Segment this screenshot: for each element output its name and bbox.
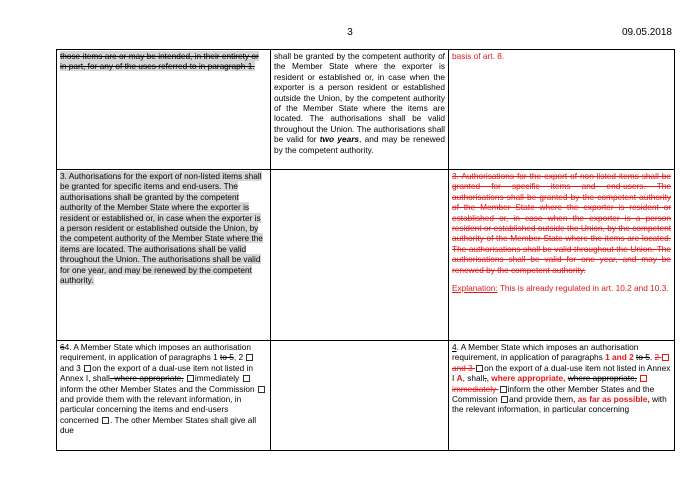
row3-text-5 [184, 373, 186, 383]
row3-text-9: . The other Member States shall give all due [60, 414, 257, 436]
row3c-red-deleted-1: 2 [654, 352, 662, 363]
document-date: 09.05.2018 [621, 27, 672, 38]
row3-original-cell [57, 341, 271, 451]
row3-text-1: . A Member State which imposes an authorisation requirement, in application of paragraphs 1 [60, 342, 251, 363]
row3-text-2: , 2 [233, 352, 246, 363]
row3-proposal-cell [271, 341, 449, 451]
row3-comment-cell [449, 341, 675, 451]
row3c-red-deleted-3: immediately [452, 383, 499, 394]
checkbox-icon [476, 365, 483, 372]
row3c-text-7 [637, 373, 639, 383]
row1-original-cell [57, 50, 271, 170]
row2-original-text: 3. Authorisations for the export of non-listed items shall be granted for specific items and end-users. The authorisations shall be granted by the competent authority of the Member State where the exporter is resident or established or, in case when the exporter is a person resident or established outside the Union, by the competent authority of the Member State where the items are located. The authorisations shall be valid throughout the Union. The authorisations shall be valid for one year, and may be renewed by the competent authority. [60, 171, 263, 286]
row3c-deleted-1: to 5 [636, 352, 650, 363]
row1-proposal-emphasis: two years [319, 134, 360, 145]
row3-text-4: on the export of a dual-use item not listed in Annex I, shall [60, 362, 254, 384]
row1-proposal-cell [271, 50, 449, 170]
row3c-red-deleted-2: and 3 [452, 362, 476, 373]
checkbox-icon [84, 365, 91, 372]
row1-comment-cell [449, 50, 675, 170]
row3c-added-4: , as far as possible, [573, 394, 650, 405]
row1-proposal-text-a: shall be granted by the competent authority of the Member State where the exporter is resident or established or, in case when the exporter is a person resident or established outside the Union, by the competent authority of the Member State where the items are located. The authorisations shall be valid throughout the Union. The authorisations shall be valid for [274, 51, 445, 145]
row2-deleted-text: 3. Authorisations for the export of non-listed items shall be granted for specific items and end-users. The authorisations shall be granted by the competent authority of the Member State where the exporter is resident or established or, in case when the exporter is a person resident or established outside the Union, by the competent authority of the Member State where the items are located. The authorisations shall be valid throughout the Union. The authorisations shall be valid for one year, and may be renewed by the competent authority. [452, 171, 671, 275]
row2-proposal-cell [271, 170, 449, 341]
table-row [57, 50, 675, 170]
row3-deleted-1: to 5 [220, 352, 234, 363]
row3c-text-10: with the relevant information, in particular concerning [452, 394, 667, 415]
row3-text-7: inform the other Member States and the Commission [60, 383, 257, 394]
row3c-added-3: , where appropriate, [486, 373, 566, 384]
row1-proposal-text-b: , and may be renewed by the competent authority. [274, 134, 446, 155]
row3c-added-2: A [456, 373, 463, 384]
row3-text-3: and 3 [60, 362, 84, 373]
row3c-deleted-3: where appropriate, [567, 373, 637, 384]
row3c-text-4: on the export of a dual-use item not listed in Annex I [452, 362, 671, 384]
checkbox-icon [501, 396, 508, 403]
row3-text-8: and provide them with the relevant information, in particular concerning the items and end-users concerned [60, 394, 242, 425]
page-number: 3 [347, 27, 353, 38]
checkbox-icon [102, 417, 109, 424]
checkbox-icon [243, 375, 250, 382]
row3c-added-1: 1 and 2 [605, 352, 634, 363]
checkbox-icon [187, 375, 194, 382]
row3c-text-1: . A Member State which imposes an authorisation requirement, in application of paragraphs [452, 342, 639, 363]
row1-original-text: those items are or may be intended, in their entirety or in part, for any of the uses referred to in paragraph 1. [60, 51, 259, 72]
table-row [57, 170, 675, 341]
row3c-text-9: and provide them [508, 394, 574, 405]
para-num-old: 6 [60, 342, 65, 352]
row3c-text-5: , shall [462, 373, 485, 384]
table-row [57, 341, 675, 451]
row3-text-6: immediately [194, 373, 242, 384]
row3c-text-8: inform the other Member States and the Commission [452, 383, 655, 405]
checkbox-icon [640, 375, 647, 382]
checkbox-icon [500, 386, 507, 393]
row2-explanation [452, 283, 671, 293]
row3-deleted-2: , where appropriate, [109, 373, 184, 384]
checkbox-icon [258, 386, 265, 393]
row3c-deleted-2: , [484, 373, 487, 384]
explanation-text: This is already regulated in art. 10.2 and 10.3. [497, 283, 669, 294]
checkbox-icon [246, 354, 253, 361]
para-num-new: 4 [64, 342, 70, 352]
comparison-table [56, 49, 675, 451]
row2-comment-cell [449, 170, 675, 341]
para-num: 4 [452, 342, 457, 352]
row3c-text-3: . [649, 352, 655, 363]
row1-comment-text: basis of art. 8. [452, 51, 505, 61]
row2-original-cell [57, 170, 271, 341]
explanation-label: Explanation: [452, 283, 498, 294]
checkbox-icon [662, 354, 669, 361]
